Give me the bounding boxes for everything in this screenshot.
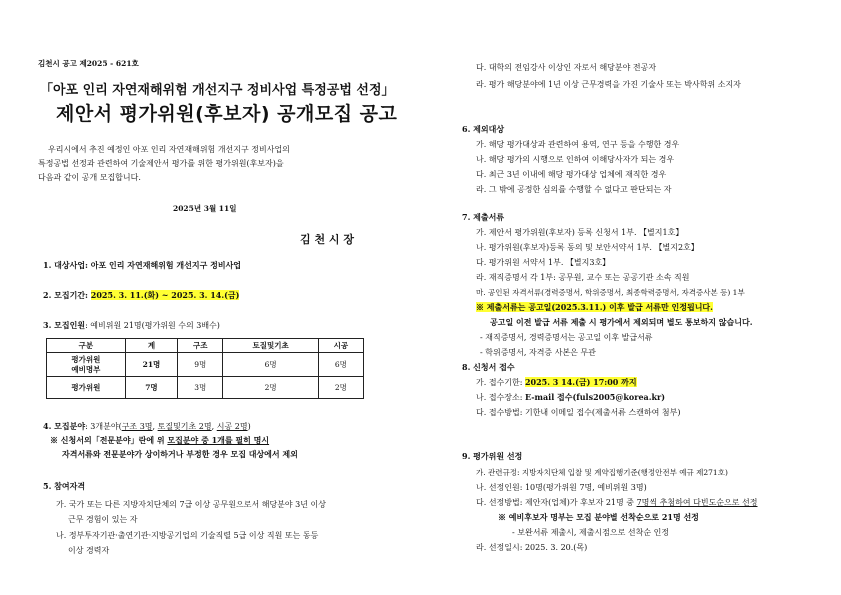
table-cell: 2명 (223, 377, 318, 399)
section2-label: 2. 모집기간: (43, 290, 91, 300)
selection-method-underlined: 7명씩 추첨하여 다빈도순으로 선정 (636, 498, 758, 507)
separator: , (211, 422, 217, 431)
table-cell: 7명 (125, 377, 178, 399)
deadline-label: 가. 접수기한: (476, 378, 525, 387)
notice-date: 2025년 3월 11일 (173, 204, 237, 213)
selection-date: 라. 선정일시: 2025. 3. 20.(목) (476, 543, 588, 552)
section7-heading: 7. 제출서류 (462, 212, 505, 222)
note-underlined: 모집분야 중 1개를 필히 명시 (167, 435, 270, 445)
document-sub1: - 재직증명서, 경력증명서는 공고일 이후 발급서류 (480, 333, 653, 342)
exclusion-item: 나. 해당 평가의 시행으로 인하여 이해당사자가 되는 경우 (476, 155, 675, 164)
document-item: 마. 공인된 자격서류(경력증명서, 학위증명서, 최종학력증명서, 자격증사본 등) 1부 (476, 288, 745, 297)
table-cell: 평가위원 (47, 377, 126, 399)
exclusion-item: 다. 최근 3년 이내에 해당 평가대상 업체에 재직한 경우 (476, 170, 667, 179)
page-title: 제안서 평가위원(후보자) 공개모집 공고 (56, 103, 398, 125)
qualification-a-cont: 근무 경험이 있는 자 (68, 515, 138, 524)
field-soil: 토질및기초 2명 (157, 422, 212, 431)
section4-label: 4. 모집분야 (43, 421, 86, 431)
table-cell: 평가위원 예비명부 (47, 353, 126, 377)
field-construction: 시공 2명 (216, 422, 248, 431)
document-item: 라. 재직증명서 각 1부: 공무원, 교수 또는 공공기관 소속 직원 (476, 273, 690, 282)
qualification-b-cont: 이상 경력자 (68, 546, 110, 555)
section4-text: : 3개분야( (85, 422, 122, 431)
submit-method: 다. 접수방법: 기한내 이메일 접수(제출서류 스캔하여 첨부) (476, 408, 681, 417)
table-header: 시공 (318, 339, 363, 353)
separator: , (152, 422, 158, 431)
submit-place-label: 나. 접수장소: (476, 393, 525, 402)
section2-heading (43, 290, 239, 301)
intro-line-3: 다음과 같이 공개 모집합니다. (38, 173, 141, 182)
exclusion-item: 라. 그 밖에 공정한 심의를 수행할 수 없다고 판단되는 자 (476, 185, 672, 194)
deadline (476, 377, 637, 388)
table-header: 구분 (47, 339, 126, 353)
field-structure: 구조 3명 (121, 422, 153, 431)
section1-heading: 1. 대상사업: 아포 인리 자연재해위험 개선지구 정비사업 (43, 260, 242, 270)
deadline-value: 2025. 3 14.(금) 17:00 까지 (524, 377, 637, 387)
doc-number: 김천시 공고 제2025 - 621호 (38, 59, 139, 68)
exclusion-item: 가. 해당 평가대상과 관련하여 용역, 연구 등을 수행한 경우 (476, 140, 680, 149)
qualification-d: 라. 평가 해당분야에 1년 이상 근무경력을 가진 기술사 또는 박사학위 소지자 (476, 80, 741, 89)
selection-count: 나. 선정인원: 10명(평가위원 7명, 예비위원 3명) (476, 483, 647, 492)
document-note1-text: ※ 제출서류는 공고일(2025.3.11.) 이후 발급 서류만 인정됩니다. (476, 302, 713, 312)
table-header-row (47, 339, 364, 353)
section4-note1 (50, 435, 269, 446)
selection-method (476, 497, 758, 508)
section9-heading: 9. 평가위원 선정 (462, 451, 523, 461)
table-cell: 21명 (125, 353, 178, 377)
selection-method-label: 다. 선정방법: 제안자(업체)가 후보자 21명 중 (476, 498, 637, 507)
section4-text-end: ) (247, 422, 251, 431)
submit-place (476, 392, 665, 403)
table-header: 계 (125, 339, 178, 353)
selection-rule: 가. 관련규정: 지방자치단체 입찰 및 계약집행기준(행정안전부 예규 제271호) (476, 468, 728, 477)
section3-heading (43, 320, 220, 331)
section4-note2: 자격서류와 전문분야가 상이하거나 부정한 경우 모집 대상에서 제외 (62, 449, 298, 459)
qualification-c: 다. 대학의 전임강사 이상인 자로서 해당분야 전공자 (476, 63, 657, 72)
document-note1 (476, 302, 713, 313)
section3-label: 3. 모집인원 (43, 320, 86, 330)
document-item: 가. 제안서 평가위원(후보자) 등록 신청서 1부. 【별지1호】 (476, 228, 684, 237)
document-sub2: - 학위증명서, 자격증 사본은 무관 (480, 348, 596, 357)
intro-line-2: 특정공법 선정과 관련하여 기술제안서 평가를 위한 평가위원(후보자)을 (38, 159, 284, 168)
note-text: ※ 신청서의「전문분야」란에 위 (50, 435, 168, 445)
table-header: 토질및기초 (223, 339, 318, 353)
qualification-b: 나. 정부투자기관·출연기관·지방공기업의 기술직렬 5급 이상 직원 또는 동등 (56, 531, 319, 540)
table-cell: 2명 (318, 377, 363, 399)
recruit-table (46, 338, 364, 399)
table-cell: 9명 (178, 353, 223, 377)
section6-heading: 6. 제외대상 (462, 124, 505, 134)
document-item: 나. 평가위원(후보자)등록 동의 및 보안서약서 1부. 【별지2호】 (476, 243, 699, 252)
table-row (47, 353, 364, 377)
issuer: 김 천 시 장 (300, 233, 354, 246)
section5-heading: 5. 참여자격 (43, 481, 86, 491)
section3-text: : 예비위원 21명(평가위원 수의 3배수) (85, 321, 220, 330)
selection-sub: - 보완서류 제출시, 제출시점으로 선착순 인정 (512, 528, 670, 537)
table-cell: 6명 (223, 353, 318, 377)
document-item: 다. 평가위원 서약서 1부. 【별지3호】 (476, 258, 611, 267)
submit-email: E-mail 접수(fuls2005@korea.kr) (524, 392, 666, 402)
table-row (47, 377, 364, 399)
section8-heading: 8. 신청서 접수 (462, 362, 515, 372)
intro-line-1: 우리시에서 추진 예정인 아포 인리 자연재해위험 개선지구 정비사업의 (48, 145, 290, 154)
title-line1: 「아포 인리 자연재해위험 개선지구 정비사업 특정공법 선정」 (40, 83, 395, 98)
qualification-a: 가. 국가 또는 다른 지방자치단체의 7급 이상 공무원으로서 해당분야 3년 이상 (56, 500, 326, 509)
document-note2: 공고일 이전 발급 서류 제출 시 평가에서 제외되며 별도 통보하지 않습니다. (490, 317, 753, 327)
table-cell: 6명 (318, 353, 363, 377)
selection-note: ※ 예비후보자 명부는 모집 분야별 선착순으로 21명 선정 (498, 512, 699, 522)
table-header: 구조 (178, 339, 223, 353)
section4-heading (43, 421, 251, 432)
recruit-period: 2025. 3. 11.(화) ~ 2025. 3. 14.(금) (90, 290, 240, 300)
table-cell: 3명 (178, 377, 223, 399)
